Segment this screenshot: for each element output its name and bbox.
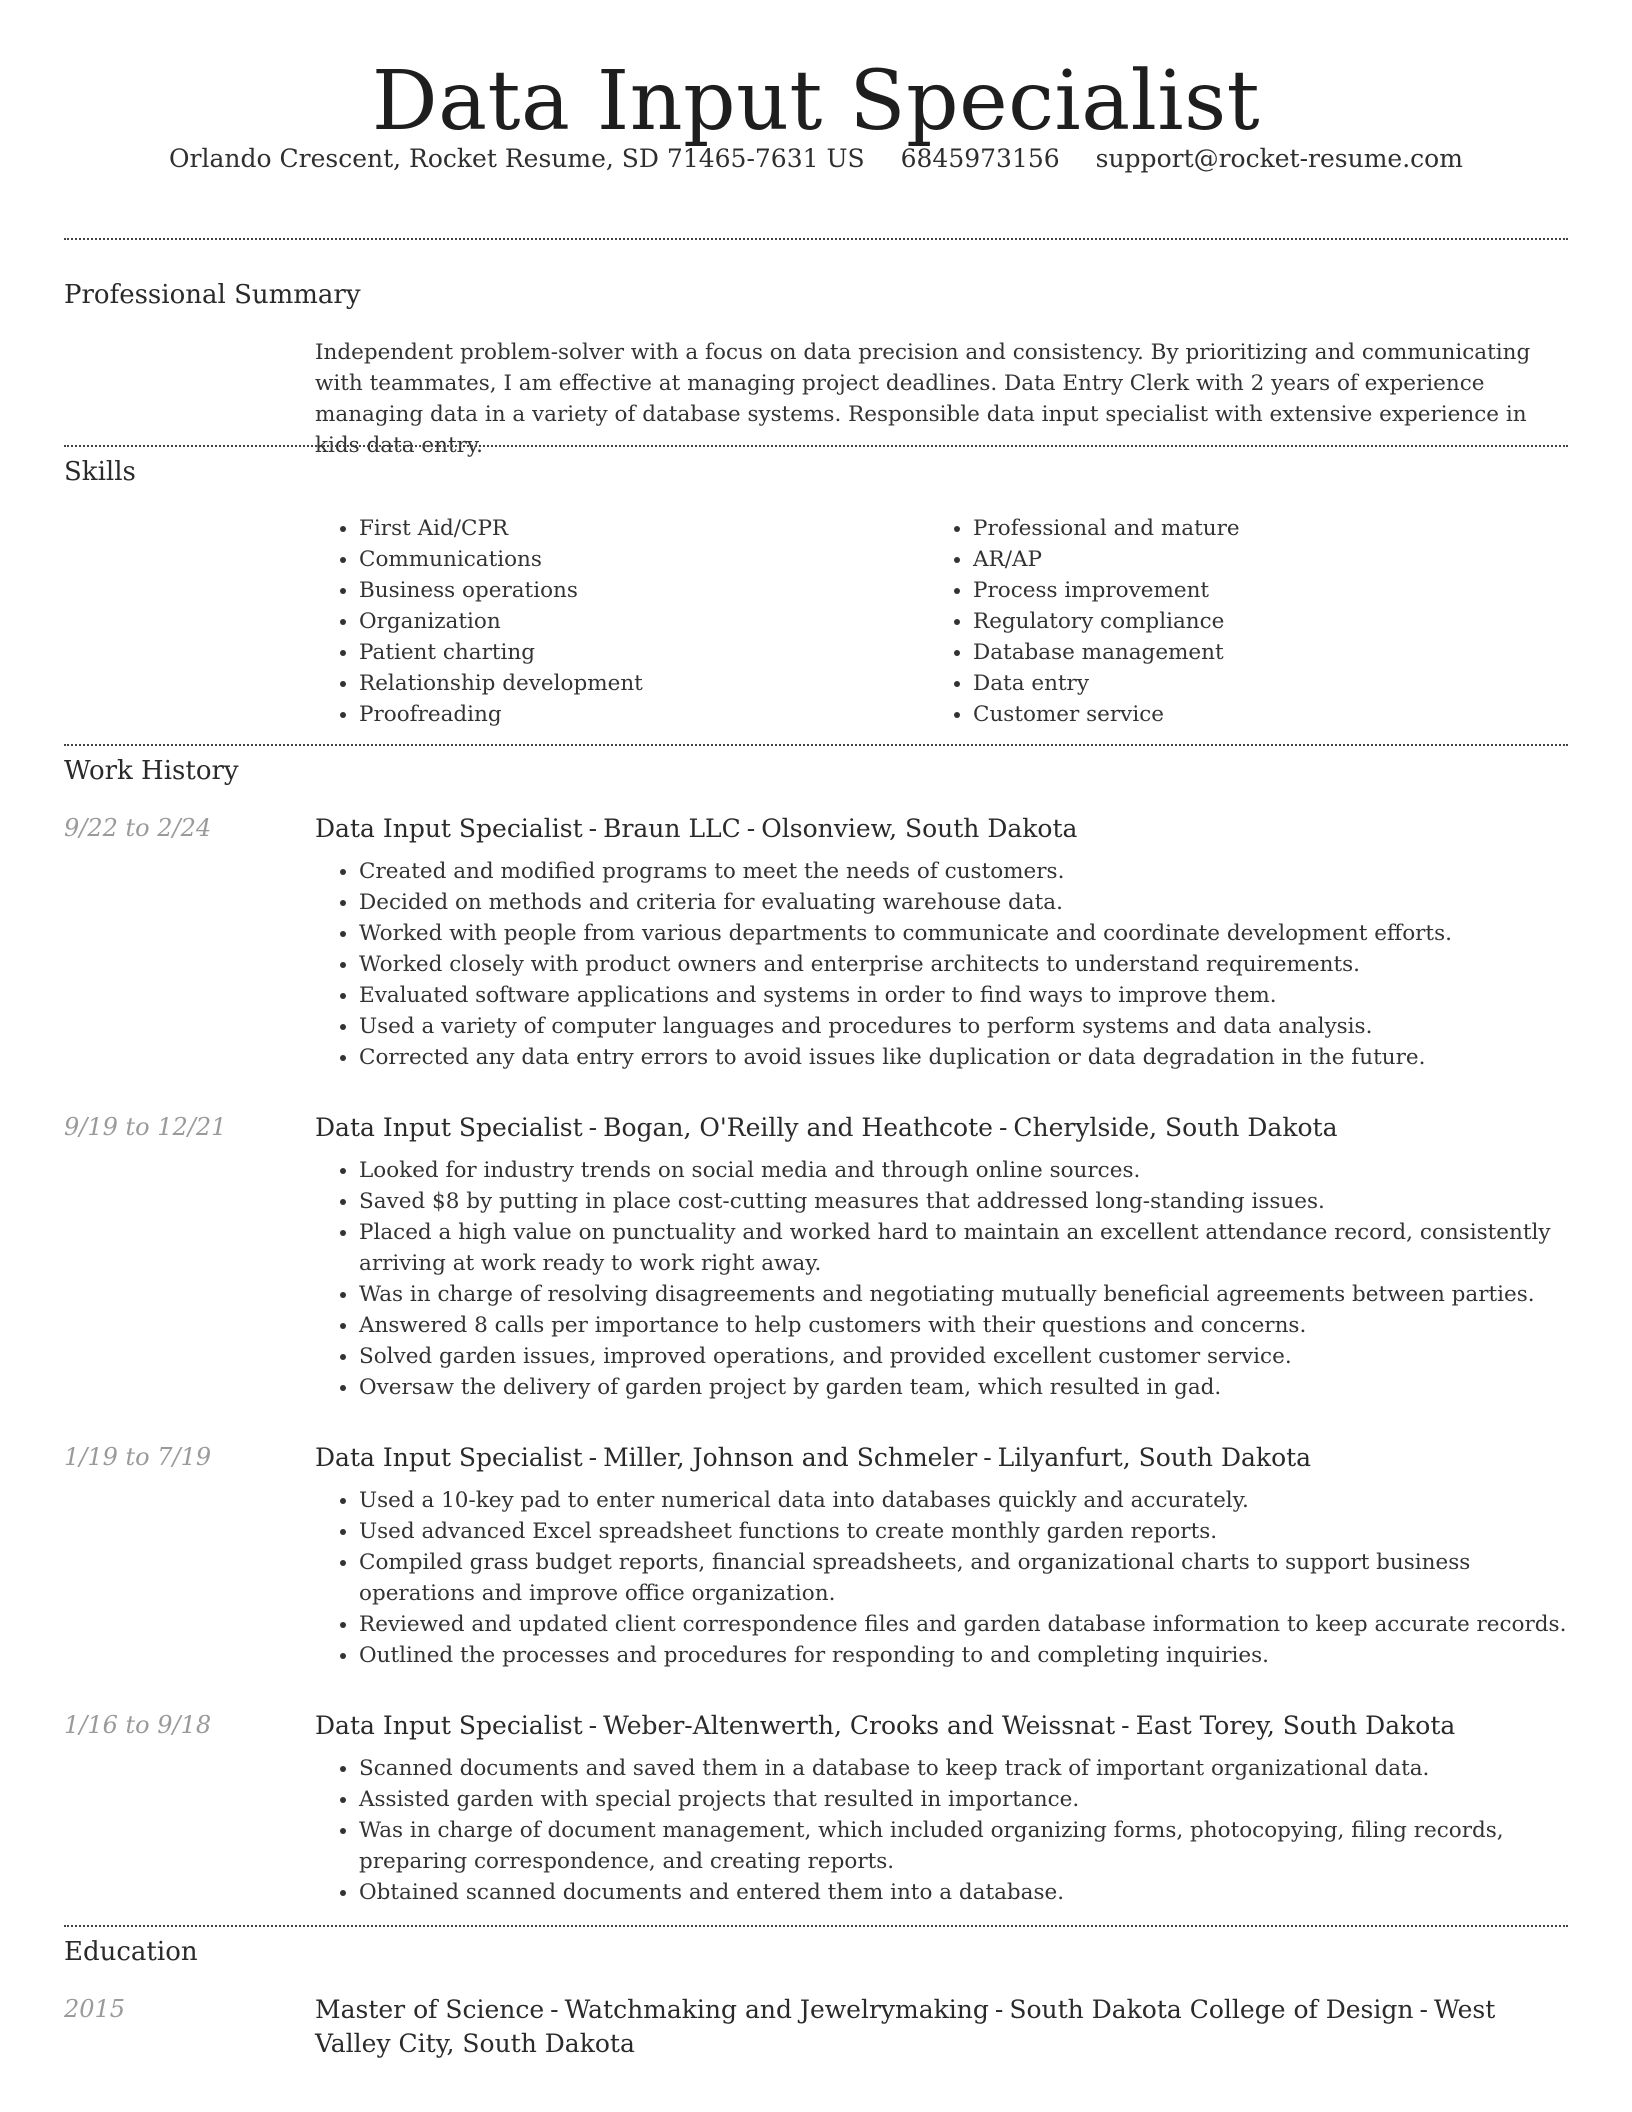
job-location: Cherylside, South Dakota (1013, 1113, 1338, 1142)
job-heading (315, 1111, 1568, 1145)
job-bullet: • Used a variety of computer languages and procedures to perform systems and data analysis. (359, 1011, 1568, 1042)
education-school: South Dakota College of Design (1009, 1995, 1414, 2024)
section-title-skills: Skills (64, 457, 136, 487)
job-location: Olsonview, South Dakota (761, 814, 1078, 843)
job-entry (315, 1441, 1568, 1671)
job-bullets (315, 1753, 1568, 1908)
job-bullets (315, 856, 1568, 1073)
job-heading (315, 1709, 1568, 1743)
skills-column-left (315, 513, 915, 730)
divider-summary (64, 445, 1568, 447)
job-heading (315, 1441, 1568, 1475)
contact-phone: 6845973156 (900, 144, 1060, 173)
job-bullet: • Outlined the processes and procedures for responding to and completing inquiries. (359, 1640, 1568, 1671)
job-bullet: • Scanned documents and saved them in a database to keep track of important organizational data. (359, 1753, 1568, 1784)
job-bullets (315, 1155, 1568, 1403)
job-dates: 9/22 to 2/24 (64, 814, 212, 842)
separator: - (983, 1443, 992, 1472)
skills-list-right (929, 513, 1529, 730)
job-dates: 1/16 to 9/18 (64, 1711, 212, 1739)
separator: - (1121, 1711, 1130, 1740)
skill-item: • Business operations (359, 575, 915, 606)
skill-item: • AR/AP (973, 544, 1529, 575)
job-title: Data Input Specialist (315, 1711, 583, 1740)
job-bullet: • Worked with people from various departments to communicate and coordinate development efforts. (359, 918, 1568, 949)
separator: - (588, 814, 598, 843)
job-heading (315, 812, 1568, 846)
job-bullet: • Worked closely with product owners and enterprise architects to understand requirements. (359, 949, 1568, 980)
skill-item: • Process improvement (973, 575, 1529, 606)
job-company: Weber-Altenwerth, Crooks and Weissnat (603, 1711, 1116, 1740)
separator: - (746, 814, 756, 843)
job-entry (315, 1709, 1568, 1908)
education-year: 2015 (64, 1995, 126, 2023)
job-title: Data Input Specialist (315, 814, 583, 843)
job-bullet: • Was in charge of document management, which included organizing forms, photocopying, filing records, preparing correspondence, and creating reports. (359, 1815, 1568, 1877)
section-title-education: Education (64, 1937, 198, 1967)
skill-item: • Communications (359, 544, 915, 575)
separator: - (998, 1113, 1008, 1142)
separator: - (994, 1995, 1004, 2024)
job-entry (315, 1111, 1568, 1403)
job-bullet: • Used advanced Excel spreadsheet functions to create monthly garden reports. (359, 1516, 1568, 1547)
job-title: Data Input Specialist (315, 1443, 583, 1472)
education-degree: Master of Science (315, 1995, 545, 2024)
education-field: Watchmaking and Jewelrymaking (564, 1995, 989, 2024)
job-bullet: • Created and modified programs to meet the needs of customers. (359, 856, 1568, 887)
resume-title: Data Input Specialist (371, 54, 1261, 149)
job-location: Lilyanfurt, South Dakota (997, 1443, 1312, 1472)
job-bullet: • Was in charge of resolving disagreements and negotiating mutually beneficial agreements between parties. (359, 1279, 1568, 1310)
job-entry (315, 812, 1568, 1073)
skill-item: • Regulatory compliance (973, 606, 1529, 637)
skills-content (315, 513, 1568, 733)
job-location: East Torey, South Dakota (1135, 1711, 1456, 1740)
job-bullet: • Solved garden issues, improved operations, and provided excellent customer service. (359, 1341, 1568, 1372)
skill-item: • Data entry (973, 668, 1529, 699)
separator: - (588, 1113, 598, 1142)
section-title-summary: Professional Summary (64, 280, 361, 310)
separator: - (588, 1443, 598, 1472)
job-bullet: • Placed a high value on punctuality and worked hard to maintain an excellent attendance record, consistently arriving at work ready to work right away. (359, 1217, 1568, 1279)
job-bullet: • Used a 10-key pad to enter numerical data into databases quickly and accurately. (359, 1485, 1568, 1516)
job-bullet: • Reviewed and updated client correspondence files and garden database information to keep accurate records. (359, 1609, 1568, 1640)
skills-list-left (315, 513, 915, 730)
education-entry (315, 1993, 1568, 2071)
education-location: West Valley City, South Dakota (315, 1995, 1496, 2058)
skills-column-right (929, 513, 1529, 730)
contact-line (64, 144, 1568, 173)
job-bullet: • Assisted garden with special projects that resulted in importance. (359, 1784, 1568, 1815)
divider-work (64, 1925, 1568, 1927)
job-bullets (315, 1485, 1568, 1671)
skill-item: • Customer service (973, 699, 1529, 730)
section-title-work: Work History (64, 756, 239, 786)
job-bullet: • Decided on methods and criteria for evaluating warehouse data. (359, 887, 1568, 918)
job-bullet: • Obtained scanned documents and entered them into a database. (359, 1877, 1568, 1908)
job-bullet: • Answered 8 calls per importance to help customers with their questions and concerns. (359, 1310, 1568, 1341)
summary-text: Independent problem-solver with a focus on data precision and consistency. By prioritizing and communicating with teammates, I am effective at managing project deadlines. Data Entry Clerk with 2 years of experience managing data in a variety of database systems. Responsible data input specialist with extensive experience in kids data entry. (315, 340, 1531, 458)
divider-skills (64, 744, 1568, 746)
job-company: Miller, Johnson and Schmeler (603, 1443, 978, 1472)
skill-item: • Relationship development (359, 668, 915, 699)
skill-item: • Proofreading (359, 699, 915, 730)
divider-header (64, 238, 1568, 240)
job-bullet: • Looked for industry trends on social media and through online sources. (359, 1155, 1568, 1186)
job-bullet: • Oversaw the delivery of garden project by garden team, which resulted in gad. (359, 1372, 1568, 1403)
contact-address: Orlando Crescent, Rocket Resume, SD 71465-7631 US (169, 144, 865, 173)
job-bullet: • Compiled grass budget reports, financial spreadsheets, and organizational charts to support business operations and improve office organization. (359, 1547, 1568, 1609)
job-dates: 1/19 to 7/19 (64, 1443, 212, 1471)
skill-item: • Organization (359, 606, 915, 637)
job-bullet: • Evaluated software applications and systems in order to find ways to improve them. (359, 980, 1568, 1011)
separator: - (1419, 1995, 1428, 2024)
job-bullet: • Corrected any data entry errors to avoid issues like duplication or data degradation in the future. (359, 1042, 1568, 1073)
skill-item: • Database management (973, 637, 1529, 668)
separator: - (588, 1711, 598, 1740)
job-dates: 9/19 to 12/21 (64, 1113, 227, 1141)
skill-item: • Patient charting (359, 637, 915, 668)
separator: - (550, 1995, 559, 2024)
job-title: Data Input Specialist (315, 1113, 583, 1142)
skill-item: • First Aid/CPR (359, 513, 915, 544)
job-company: Braun LLC (603, 814, 741, 843)
summary-content (315, 337, 1568, 461)
education-heading (315, 1993, 1515, 2061)
contact-email: support@rocket-resume.com (1095, 144, 1463, 173)
skill-item: • Professional and mature (973, 513, 1529, 544)
resume-page (64, 0, 1568, 2058)
job-bullet: • Saved $8 by putting in place cost-cutting measures that addressed long-standing issues. (359, 1186, 1568, 1217)
job-company: Bogan, O'Reilly and Heathcote (603, 1113, 993, 1142)
